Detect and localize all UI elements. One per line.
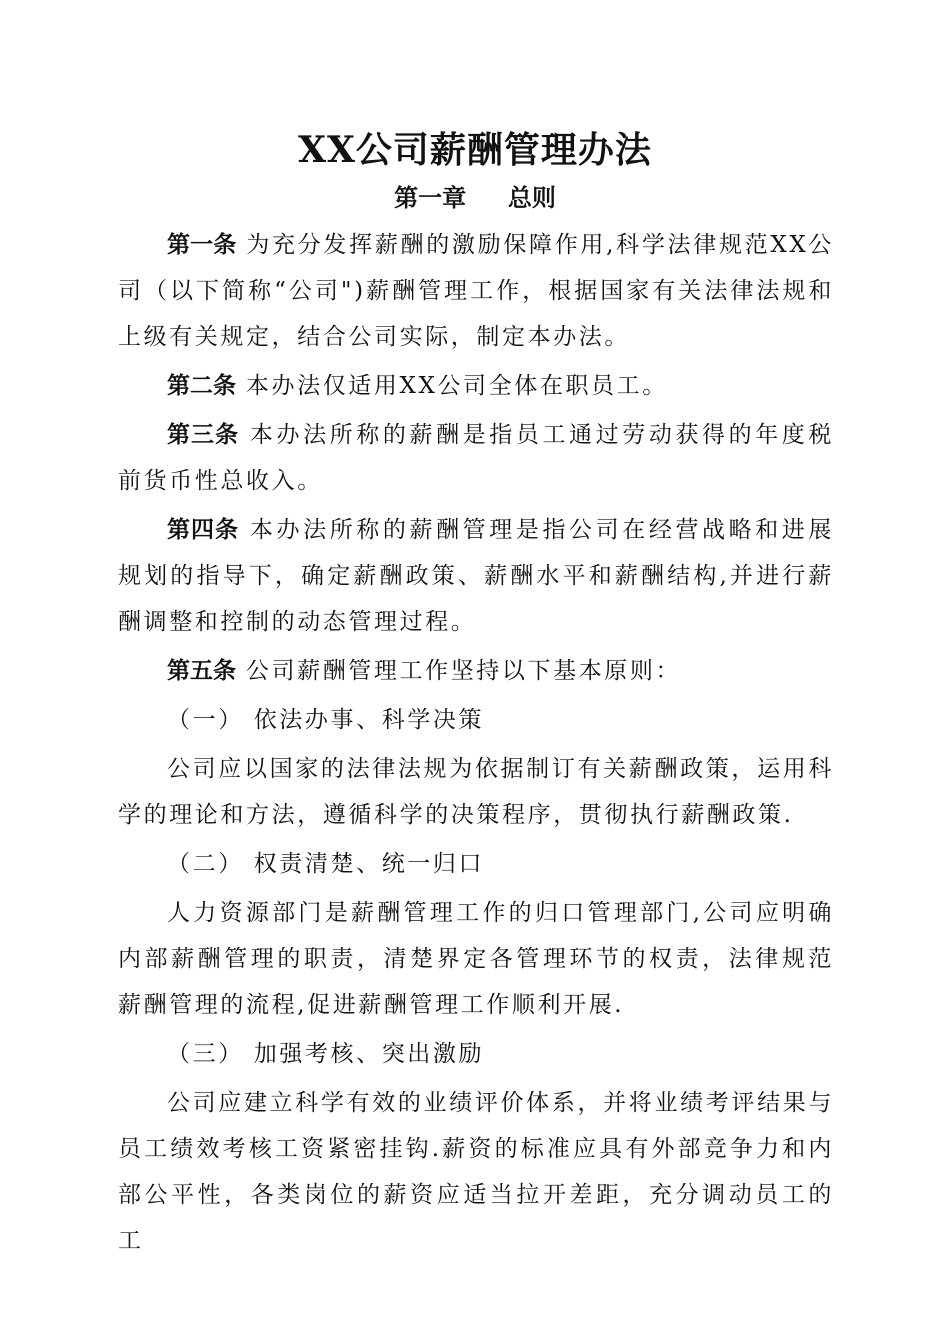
chapter-heading: 第一章 总则	[394, 183, 556, 212]
article-text: 本办法仅适用XX公司全体在职员工。	[236, 373, 668, 399]
article-text: 为充分发挥薪酬的激励保障作用,科学法律规范XX公司（以下简称“公司")薪酬管理工作，根据国家有关法律法规和上级有关规定，结合公司实际，制定本办法。	[118, 232, 835, 350]
document-body	[118, 222, 834, 1267]
article-2	[118, 363, 834, 409]
article-3	[118, 412, 834, 504]
principle-2-text: 人力资源部门是薪酬管理工作的归口管理部门,公司应明确内部薪酬管理的职责，清楚界定各管理环节的权责，法律规范薪酬管理的流程,促进薪酬管理工作顺利开展.	[118, 900, 834, 1018]
principle-1-heading: （一） 依法办事、科学决策	[167, 707, 485, 733]
principle-2-heading: （二） 权责清楚、统一归口	[167, 851, 485, 877]
article-label: 第四条	[167, 516, 239, 543]
article-4	[118, 507, 834, 645]
article-label: 第一条	[167, 231, 237, 258]
article-label: 第二条	[167, 372, 236, 399]
article-text: 公司薪酬管理工作坚持以下基本原则：	[236, 658, 682, 684]
article-text: 本办法所称的薪酬是指员工通过劳动获得的年度税前货币性总收入。	[118, 422, 835, 494]
principle-3-heading: （三） 加强考核、突出激励	[167, 1041, 485, 1067]
article-label: 第三条	[167, 421, 239, 448]
principle-1-text: 公司应以国家的法律法规为依据制订有关薪酬政策，运用科学的理论和方法，遵循科学的决策程序，贯彻执行薪酬政策.	[118, 756, 834, 828]
principle-3-text: 公司应建立科学有效的业绩评价体系，并将业绩考评结果与员工绩效考核工资紧密挂钩.薪资的标准应具有外部竞争力和内部公平性，各类岗位的薪资应适当拉开差距，充分调动员工的工	[118, 1090, 834, 1254]
article-text: 本办法所称的薪酬管理是指公司在经营战略和进展规划的指导下，确定薪酬政策、薪酬水平和薪酬结构,并进行薪酬调整和控制的动态管理过程。	[118, 517, 835, 635]
article-label: 第五条	[167, 657, 236, 684]
article-5	[118, 648, 834, 694]
article-1	[118, 222, 834, 360]
document-title: XX公司薪酬管理办法	[298, 129, 652, 171]
